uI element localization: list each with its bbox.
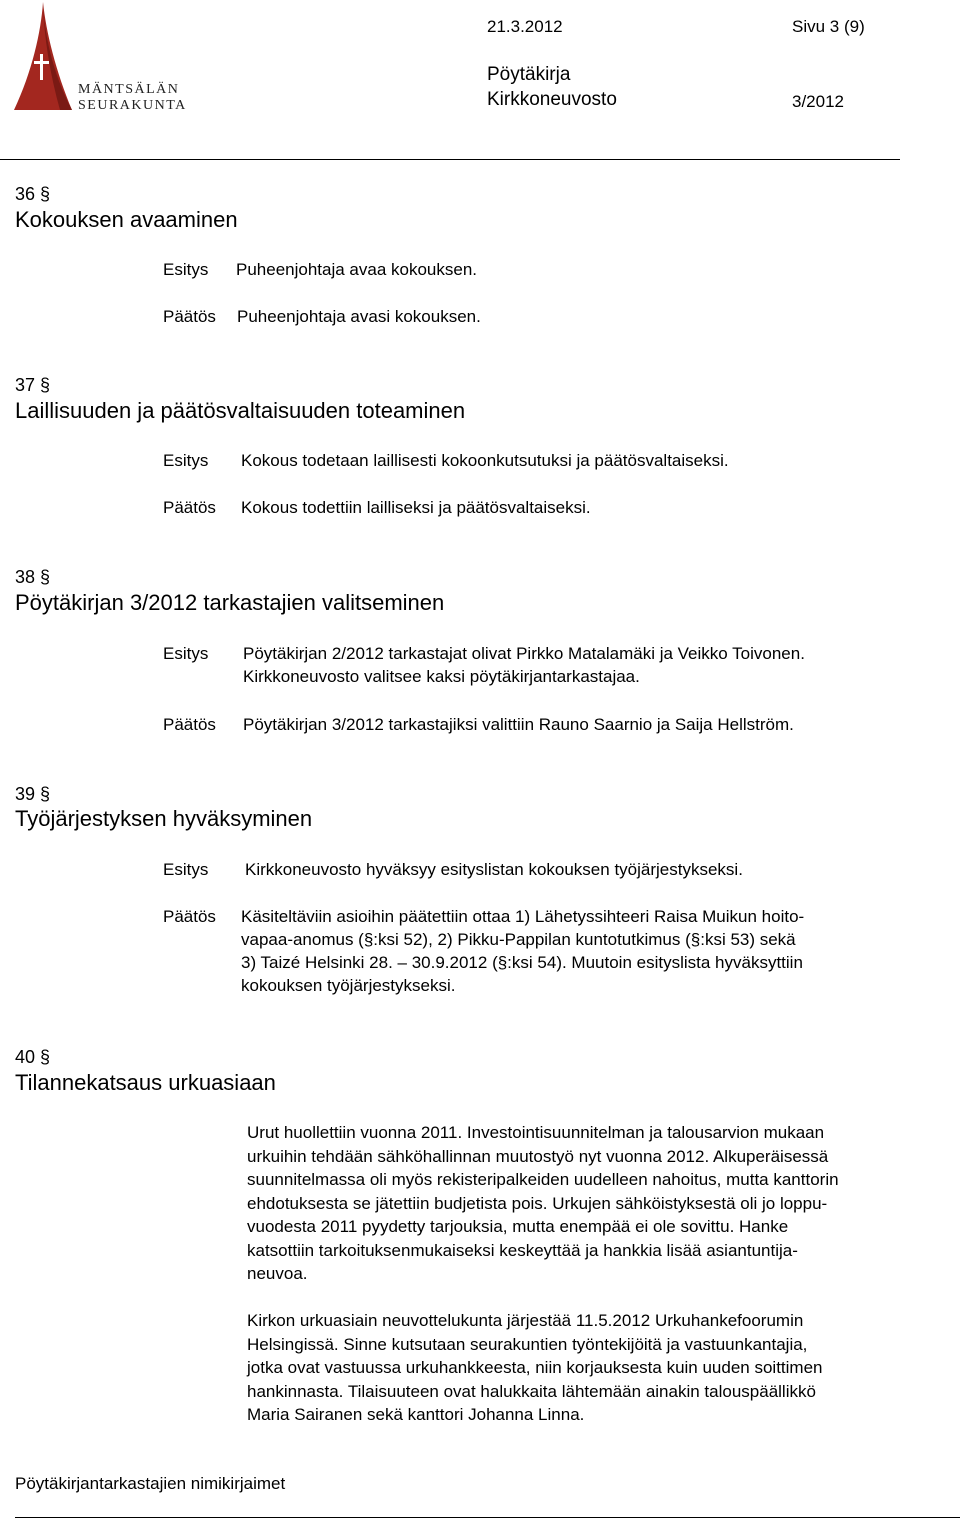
paragraph-line: katsottiin tarkoituksenmukaiseksi keskeyttää ja hankkia lisää asiantuntija- — [247, 1240, 798, 1260]
header-number: 3/2012 — [792, 92, 844, 111]
esitys-label: Esitys — [163, 860, 209, 879]
paatos-line: Käsiteltäviin asioihin päätettiin ottaa 1) Lähetyssihteeri Raisa Muikun hoito- — [241, 907, 805, 926]
logo-wordmark — [78, 82, 187, 114]
paatos-text — [241, 905, 804, 997]
section-number: 39 § — [15, 784, 51, 804]
paatos-text: Pöytäkirjan 3/2012 tarkastajiksi valittiin Rauno Saarnio ja Saija Hellström. — [243, 715, 794, 734]
header-rule — [0, 159, 900, 160]
section-title: Tilannekatsaus urkuasiaan — [15, 1070, 276, 1095]
esitys-label: Esitys — [163, 451, 209, 470]
esitys-label: Esitys — [163, 644, 209, 663]
esitys-text — [243, 642, 805, 688]
section-title: Kokouksen avaaminen — [15, 207, 238, 232]
esitys-text: Kirkkoneuvosto hyväksyy esityslistan kokouksen työjärjestykseksi. — [245, 860, 743, 879]
paragraph-line: Kirkon urkuasiain neuvottelukunta järjestää 11.5.2012 Urkuhankefoorumin — [247, 1311, 804, 1330]
paatos-label: Päätös — [163, 907, 216, 926]
paatos-label: Päätös — [163, 307, 216, 326]
paatos-line: 3) Taizé Helsinki 28. – 30.9.2012 (§:ksi 54). Muutoin esityslista hyväksyttiin — [241, 953, 803, 972]
paragraph-line: vuodesta 2011 pyydetty tarjouksia, mutta enempää ei ole sovittu. Hanke — [247, 1217, 789, 1236]
header-date: 21.3.2012 — [487, 17, 563, 36]
section-number: 37 § — [15, 375, 51, 395]
paragraph-line: ehdotuksesta se jätettiin budjetista pois. Urkujen sähköistyksestä oli jo loppu- — [247, 1193, 828, 1213]
paragraph-line: neuvoa. — [247, 1264, 308, 1283]
section-title: Pöytäkirjan 3/2012 tarkastajien valitseminen — [15, 590, 445, 615]
esitys-label: Esitys — [163, 260, 209, 279]
paragraph-line: Maria Sairanen sekä kanttori Johanna Linna. — [247, 1405, 585, 1424]
paragraph-line: suunnitelmassa oli myös rekisteripalkeiden uudelleen nahoitus, mutta kanttorin — [247, 1170, 839, 1189]
section-number: 36 § — [15, 184, 51, 204]
paragraph-line: jotka ovat vastuussa urkuhankkeesta, niin korjauksesta kuin uuden soittimen — [247, 1358, 823, 1377]
esitys-text: Puheenjohtaja avaa kokouksen. — [236, 260, 478, 279]
paatos-line: vapaa-anomus (§:ksi 52), 2) Pikku-Pappilan kuntotutkimus (§:ksi 53) sekä — [241, 930, 796, 949]
logo-line-1: MÄNTSÄLÄN — [78, 82, 180, 97]
paragraph-line: Helsingissä. Sinne kutsutaan seurakuntien työntekijöitä ja vastuunkantajia, — [247, 1334, 808, 1354]
paatos-label: Päätös — [163, 498, 216, 517]
header-page: Sivu 3 (9) — [792, 17, 865, 36]
paragraph-line: hankinnasta. Tilaisuuteen ovat halukkaita lähtemään ainakin talouspäällikkö — [247, 1381, 816, 1401]
paragraph-organ-forum — [247, 1309, 959, 1427]
paatos-label: Päätös — [163, 715, 216, 734]
section-number: 38 § — [15, 567, 51, 587]
esitys-line: Pöytäkirjan 2/2012 tarkastajat olivat Pirkko Matalamäki ja Veikko Toivonen. — [243, 644, 805, 663]
footer-label: Pöytäkirjantarkastajien nimikirjaimet — [15, 1474, 286, 1493]
header-doc-type: Pöytäkirja — [487, 64, 571, 85]
paatos-line: kokouksen työjärjestykseksi. — [241, 976, 456, 995]
logo-line-2: SEURAKUNTA — [78, 98, 187, 113]
esitys-line: Kirkkoneuvosto valitsee kaksi pöytäkirjantarkastajaa. — [243, 667, 640, 686]
footer-rule — [15, 1517, 960, 1518]
paragraph-line: urkuihin tehdään sähköhallinnan muutostyö nyt vuonna 2012. Alkuperäisessä — [247, 1146, 829, 1166]
paatos-text: Kokous todettiin lailliseksi ja päätösvaltaiseksi. — [241, 498, 591, 517]
header-body: Kirkkoneuvosto — [487, 89, 617, 110]
paragraph-line: Urut huollettiin vuonna 2011. Investointisuunnitelman ja talousarvion mukaan — [247, 1123, 825, 1142]
section-title: Laillisuuden ja päätösvaltaisuuden toteaminen — [15, 398, 466, 423]
section-number: 40 § — [15, 1047, 51, 1067]
section-title: Työjärjestyksen hyväksyminen — [15, 806, 313, 831]
esitys-text: Kokous todetaan laillisesti kokoonkutsutuksi ja päätösvaltaiseksi. — [241, 451, 729, 470]
paatos-text: Puheenjohtaja avasi kokouksen. — [237, 307, 481, 326]
paragraph-organ-maintenance — [247, 1121, 959, 1286]
